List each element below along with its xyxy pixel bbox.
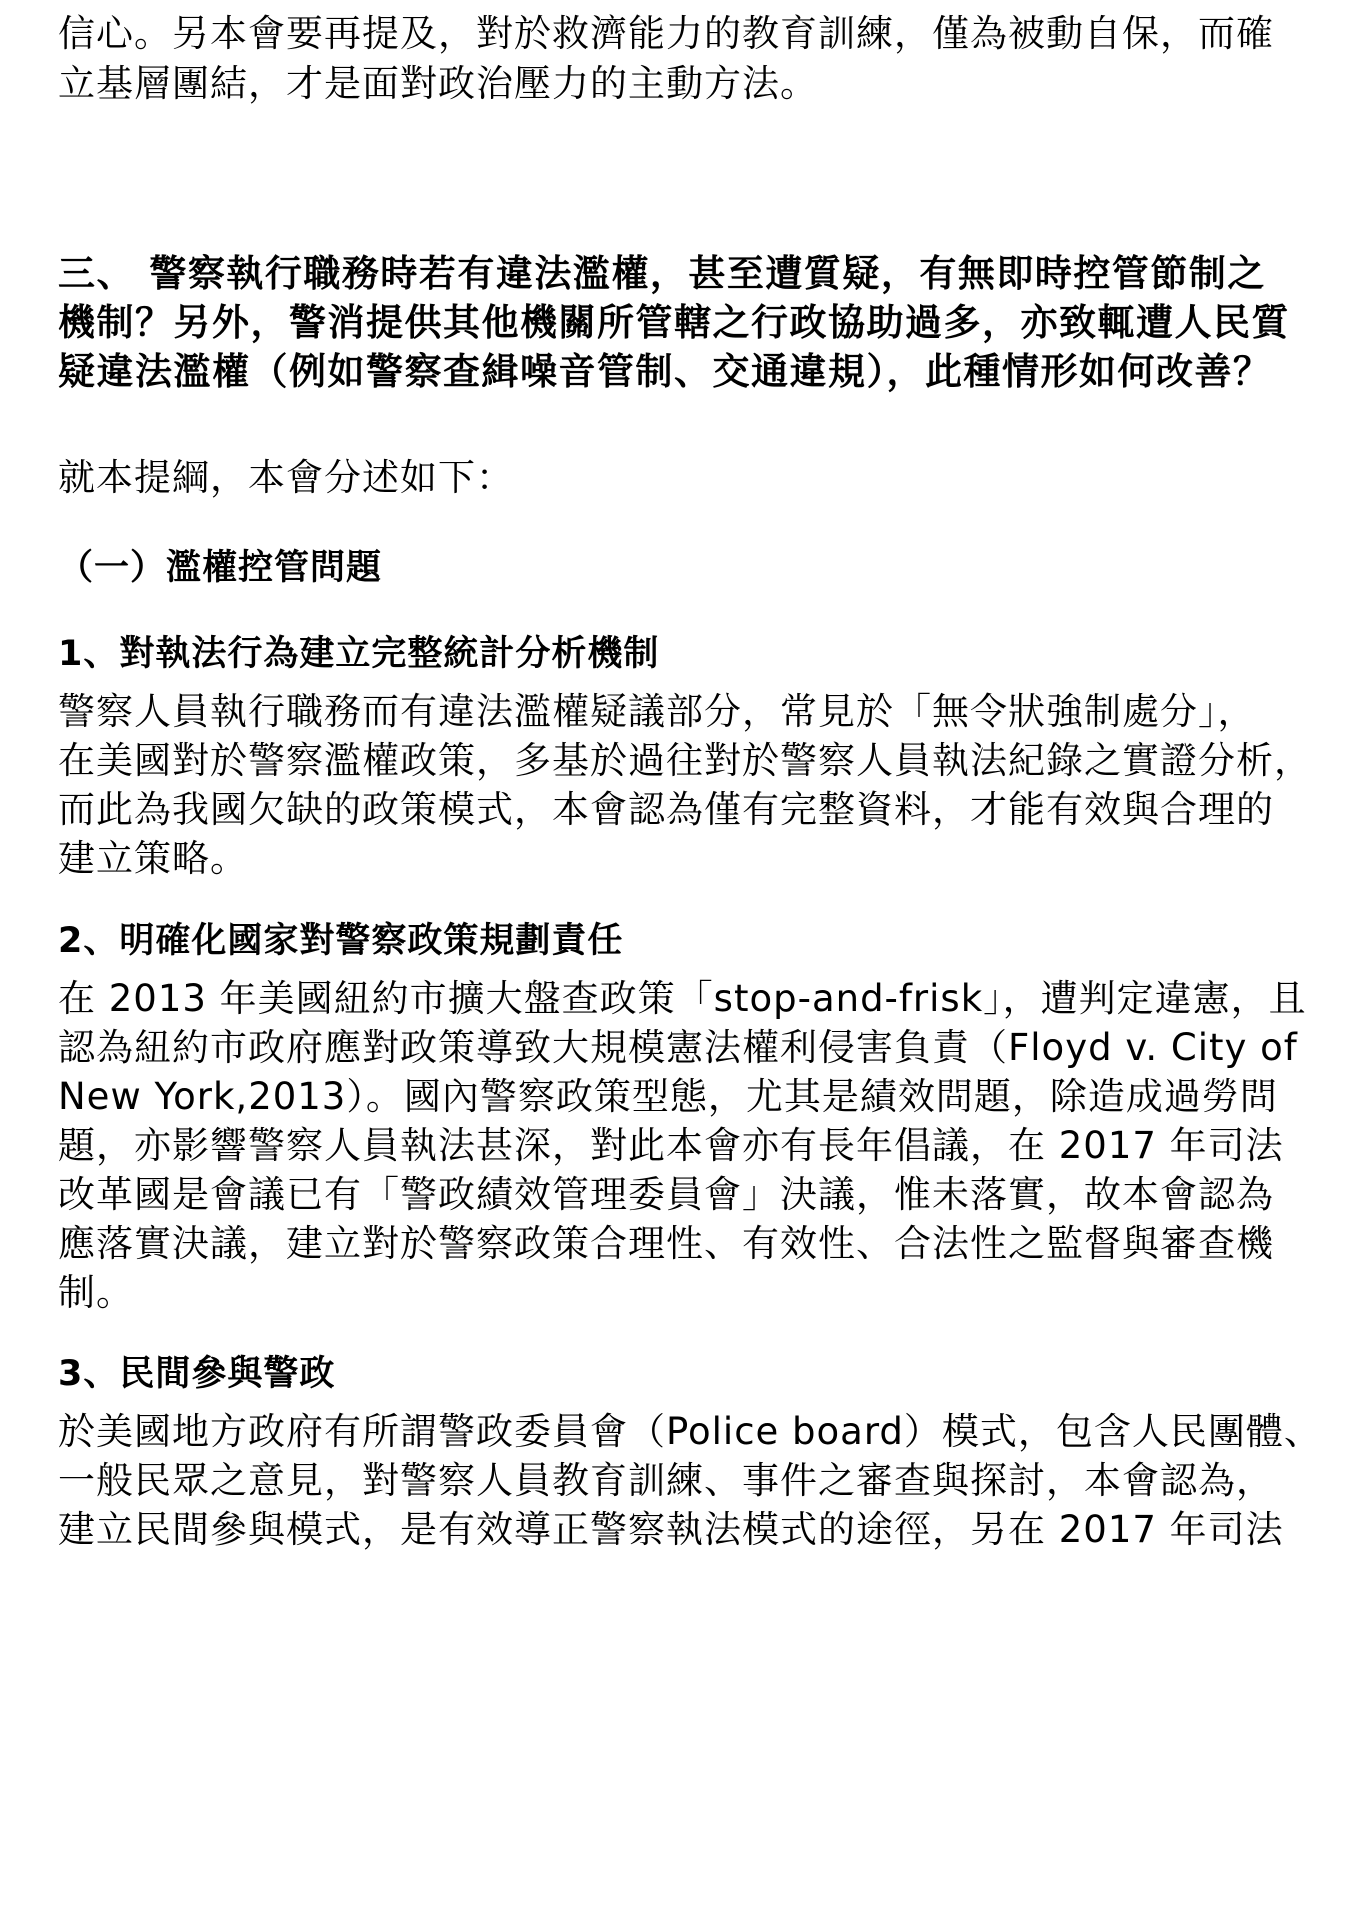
item-1-line-1: 警察人員執行職務而有違法濫權疑議部分，常見於「無令狀強制處分」， [58, 690, 1256, 733]
item-2-line-5: 改革國是會議已有「警政績效管理委員會」決議，惟未落實，故本會認為 [58, 1173, 1274, 1216]
item-3-line-2: 一般民眾之意見，對警察人員教育訓練、事件之審查與探討，本會認為， [58, 1459, 1274, 1502]
item-2-line-7: 制。 [58, 1271, 134, 1314]
item-3-line-1: 於美國地方政府有所謂警政委員會（Police board）模式，包含人民團體、 [58, 1410, 1322, 1453]
item-1-title: 1、對執法行為建立完整統計分析機制 [58, 634, 660, 674]
section-three-heading-line-3: 疑違法濫權（例如警察查緝噪音管制、交通違規），此種情形如何改善？ [58, 350, 1272, 393]
item-1-line-3: 而此為我國欠缺的政策模式，本會認為僅有完整資料，才能有效與合理的 [58, 788, 1274, 831]
item-1-line-2: 在美國對於警察濫權政策，多基於過往對於警察人員執法紀錄之實證分析， [58, 739, 1312, 782]
section-three-heading-line-1: 三、 警察執行職務時若有違法濫權，甚至遭質疑，有無即時控管節制之 [58, 252, 1266, 295]
item-1-line-4: 建立策略。 [58, 837, 248, 880]
subsection-title: （一）濫權控管問題 [58, 548, 383, 588]
item-2-line-3: New York,2013）。國內警察政策型態，尤其是績效問題，除造成過勞問 [58, 1075, 1278, 1118]
item-2-title: 2、明確化國家對警察政策規劃責任 [58, 921, 624, 961]
item-2-line-1: 在 2013 年美國紐約市擴大盤查政策「stop-and-frisk」，遭判定違憲，且 [58, 977, 1307, 1020]
item-3-title: 3、民間參與警政 [58, 1354, 336, 1394]
intro-line-1: 信心。另本會要再提及，對於救濟能力的教育訓練，僅為被動自保，而確 [58, 12, 1274, 55]
item-2-line-4: 題，亦影響警察人員執法甚深，對此本會亦有長年倡議，在 2017 年司法 [58, 1124, 1284, 1167]
intro-line-2: 立基層團結，才是面對政治壓力的主動方法。 [58, 62, 818, 105]
section-three-intro: 就本提綱，本會分述如下： [58, 456, 514, 499]
item-3-line-3: 建立民間參與模式，是有效導正警察執法模式的途徑，另在 2017 年司法 [58, 1508, 1284, 1551]
item-2-line-6: 應落實決議，建立對於警察政策合理性、有效性、合法性之監督與審查機 [58, 1222, 1274, 1265]
section-three-heading-line-2: 機制？另外，警消提供其他機關所管轄之行政協助過多，亦致輒遭人民質 [58, 301, 1290, 344]
item-2-line-2: 認為紐約市政府應對政策導致大規模憲法權利侵害負責（Floyd v. City of [58, 1026, 1298, 1069]
